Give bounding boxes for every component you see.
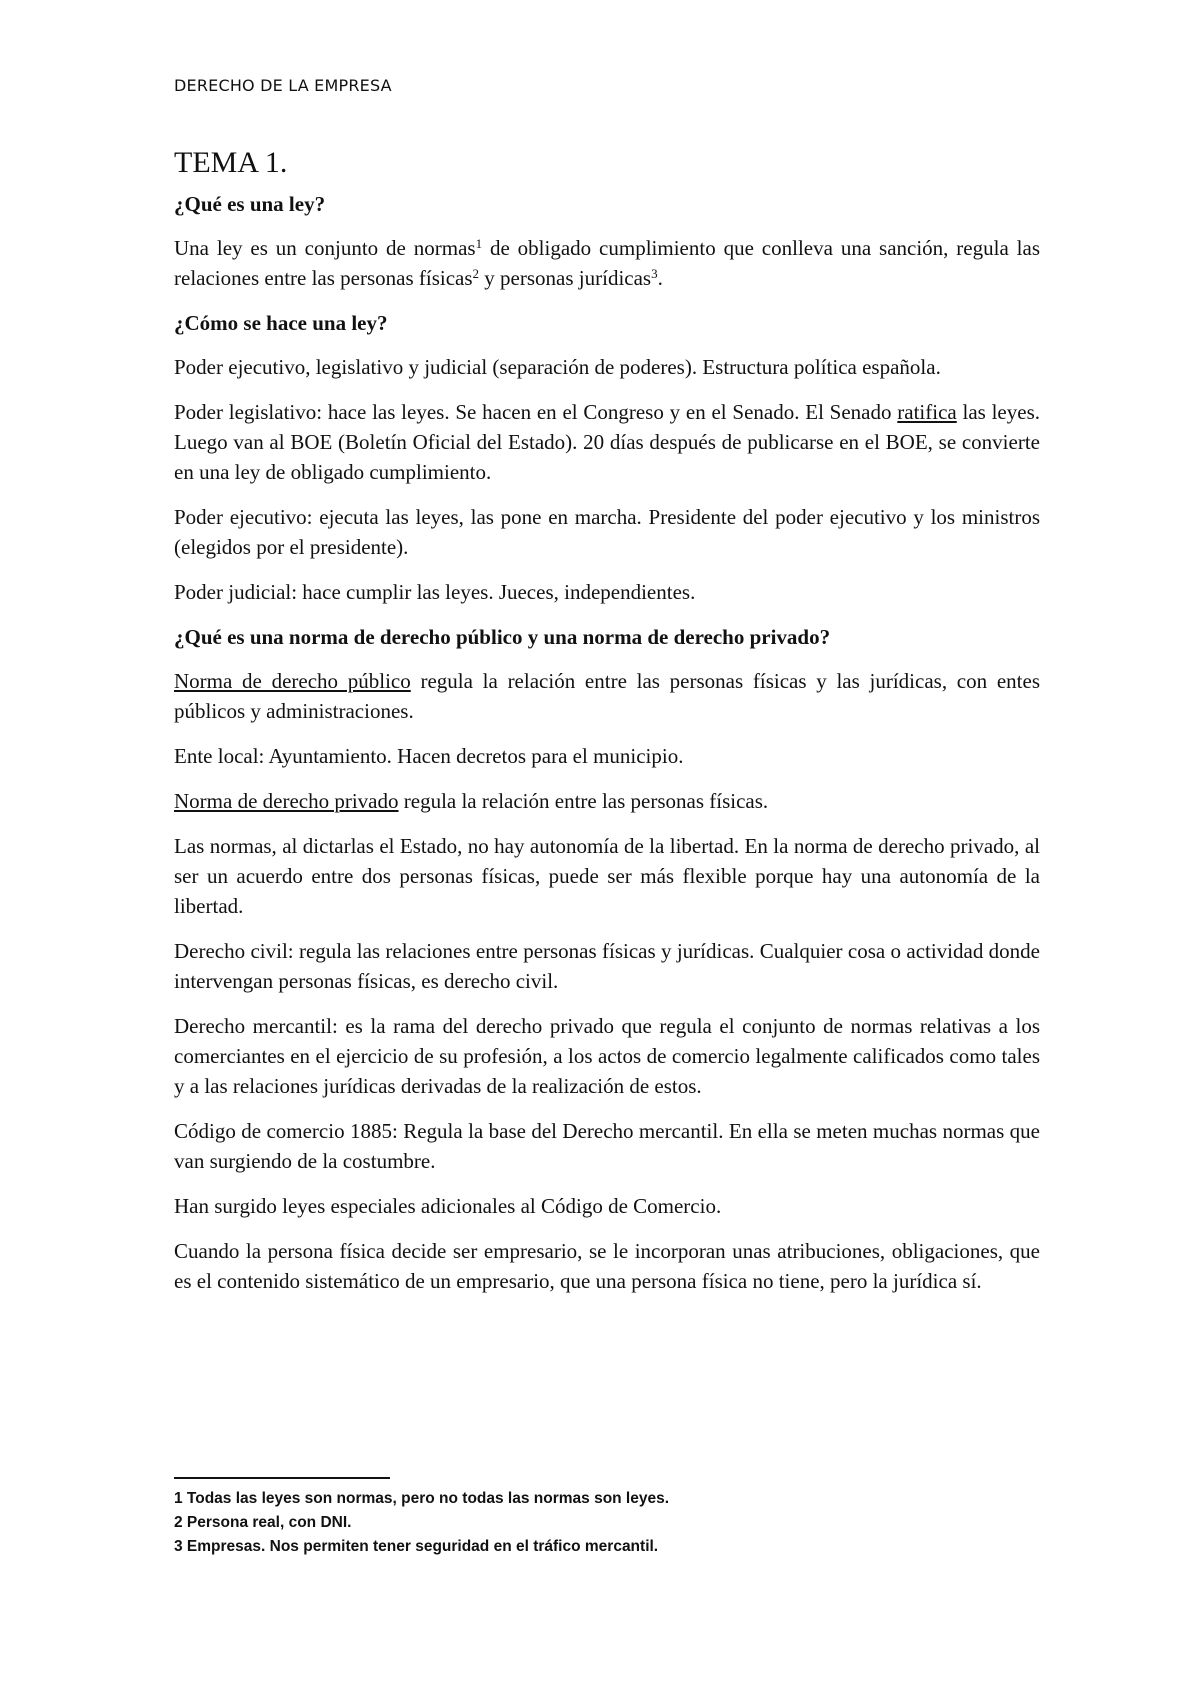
footnote-2: 2 Persona real, con DNI. (174, 1514, 352, 1531)
paragraph-derecho-publico (174, 666, 1040, 726)
paragraph-derecho-privado (174, 786, 1040, 816)
page-title: TEMA 1. (174, 146, 288, 179)
text-run: de obligado cumplimiento que conlleva una sanción, regula las relaciones entre las personas físicas (174, 236, 1040, 290)
text-run: y personas jurídicas (479, 266, 652, 290)
footnote-1: 1 Todas las leyes son normas, pero no todas las normas son leyes. (174, 1490, 670, 1507)
footnote-ref-2: 2 (472, 266, 480, 281)
text-run: regula la relación entre las personas físicas y las jurídicas, con entes públicos y administraciones. (174, 669, 1040, 723)
footnote-ref-1: 1 (475, 236, 483, 251)
text-run: Poder legislativo: hace las leyes. Se hacen en el Congreso y en el Senado. El Senado (174, 400, 898, 424)
paragraph-poder-judicial: Poder judicial: hace cumplir las leyes. Jueces, independientes. (174, 580, 696, 604)
paragraph-ley-definicion (174, 233, 1040, 293)
paragraph-poder-ejecutivo: Poder ejecutivo: ejecuta las leyes, las pone en marcha. Presidente del poder ejecutivo y los ministros (elegidos por el presidente). (174, 505, 1040, 559)
page-header: DERECHO DE LA EMPRESA (174, 76, 392, 95)
footnote-ref-3: 3 (651, 266, 658, 281)
paragraph-derecho-civil: Derecho civil: regula las relaciones entre personas físicas y jurídicas. Cualquier cosa o actividad donde intervengan personas físicas, es derecho civil. (174, 939, 1040, 993)
paragraph-codigo-comercio: Código de comercio 1885: Regula la base del Derecho mercantil. En ella se meten muchas normas que van surgiendo de la costumbre. (174, 1119, 1040, 1173)
paragraph-poder-legislativo (174, 397, 1040, 487)
paragraph-persona-fisica: Cuando la persona física decide ser empresario, se le incorporan unas atribuciones, obligaciones, que es el contenido sistemático de un empresario, que una persona física no tiene, pero la jurídica sí. (174, 1239, 1040, 1293)
question-heading-1: ¿Qué es una ley? (174, 192, 326, 216)
document-body (174, 144, 1040, 1311)
underlined-term: Norma de derecho privado (174, 789, 399, 813)
question-heading-2: ¿Cómo se hace una ley? (174, 311, 388, 335)
footnote-separator (174, 1477, 390, 1479)
text-run: . (657, 266, 663, 290)
paragraph-poderes: Poder ejecutivo, legislativo y judicial (separación de poderes). Estructura política española. (174, 355, 941, 379)
underlined-term: Norma de derecho público (174, 669, 411, 693)
paragraph-autonomia: Las normas, al dictarlas el Estado, no hay autonomía de la libertad. En la norma de derecho privado, al ser un acuerdo entre dos personas físicas, puede ser más flexible porque hay una autonomía de la libertad. (174, 834, 1040, 918)
paragraph-leyes-especiales: Han surgido leyes especiales adicionales al Código de Comercio. (174, 1194, 722, 1218)
text-run: las leyes. Luego van al BOE (Boletín Oficial del Estado). 20 días después de publicarse en el BOE, se convierte en una ley de obligado cumplimiento. (174, 400, 1040, 484)
text-run: regula la relación entre las personas físicas. (398, 789, 769, 813)
underlined-term: ratifica (897, 400, 957, 424)
paragraph-derecho-mercantil: Derecho mercantil: es la rama del derecho privado que regula el conjunto de normas relativas a los comerciantes en el ejercicio de su profesión, a los actos de comercio legalmente calificados como tales y a las relaciones jurídicas derivadas de la realización de estos. (174, 1014, 1040, 1098)
footnote-3: 3 Empresas. Nos permiten tener seguridad en el tráfico mercantil. (174, 1538, 659, 1555)
question-heading-3: ¿Qué es una norma de derecho público y una norma de derecho privado? (174, 625, 831, 649)
paragraph-ente-local: Ente local: Ayuntamiento. Hacen decretos para el municipio. (174, 744, 684, 768)
footnotes (174, 1487, 669, 1559)
text-run: Una ley es un conjunto de normas (174, 236, 476, 260)
